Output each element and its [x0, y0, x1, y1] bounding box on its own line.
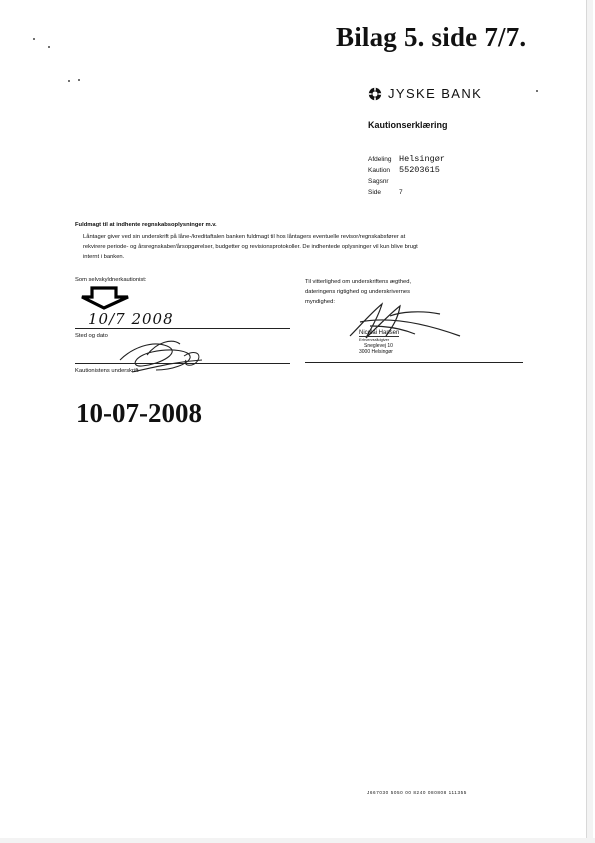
meta-row-kaution [368, 165, 445, 176]
scan-speck [33, 38, 35, 40]
document-title: Kautionserklæring [368, 120, 448, 130]
meta-value: 7 [399, 189, 403, 196]
place-date-label: Sted og dato [75, 333, 108, 339]
jyske-bank-emblem-icon [368, 87, 382, 101]
section-body-line: Låntager giver ved sin underskrift på låne-/kreditaftalen banken fuldmagt til hos låntagers eventuelle revisor/regnskabsfører at [83, 234, 406, 240]
witness-signature-line [305, 362, 523, 363]
section-body-line: rekvirere periode- og årsregnskaber/årsopgørelser, budgetter og revisionsprotokoller. De indhentede oplysninger vil kun blive brugt [83, 244, 418, 250]
meta-label: Sagsnr [368, 178, 389, 185]
scan-speck [68, 80, 70, 82]
handwritten-date: 10/7 2008 [88, 310, 174, 328]
arrow-down-icon [80, 286, 132, 310]
witness-stamp [359, 330, 399, 355]
section-title: Fuldmagt til at indhente regnskabsoplysninger m.v. [75, 222, 217, 228]
scan-speck [78, 79, 80, 81]
guarantor-heading: Som selvskyldnerkautionist: [75, 277, 147, 283]
meta-row-sagsnr [368, 176, 445, 187]
meta-row-side [368, 187, 445, 198]
meta-label: Kaution [368, 167, 391, 174]
section-body [83, 232, 523, 262]
meta-value: 55203615 [399, 165, 440, 175]
meta-label: Afdeling [368, 156, 392, 163]
section-body-line: internt i banken. [83, 254, 125, 260]
page-edge-shadow [586, 0, 593, 843]
witness-address: Sneglevej 10 [364, 343, 393, 349]
meta-row-afdeling [368, 154, 445, 165]
witness-heading-line: dateringens rigtighed og underskrivernes [305, 289, 411, 295]
signature-line [75, 363, 290, 364]
place-date-line [75, 328, 290, 329]
annotation-date: 10-07-2008 [76, 398, 202, 428]
meta-value: Helsingør [399, 154, 445, 164]
scan-speck [536, 90, 538, 92]
footer-form-code: J667030 5050 00 8240 080808 111355 [367, 790, 467, 795]
document-meta [368, 154, 445, 198]
witness-name: Nicolai Hansen [359, 330, 400, 336]
bank-name: JYSKE BANK [388, 86, 483, 101]
page-bottom-shadow [0, 838, 595, 843]
scan-speck [48, 46, 50, 48]
bank-logo [368, 86, 482, 101]
annex-title: Bilag 5. side 7/7. [336, 22, 527, 52]
witness-city: 3000 Helsingør [359, 349, 393, 355]
witness-heading-line: Til vitterlighed om underskriftens ægthed, [305, 279, 412, 285]
witness-heading-line: myndighed: [305, 299, 335, 305]
meta-label: Side [368, 189, 382, 196]
signature-label: Kautionistens underskrift [75, 368, 139, 374]
witness-title: Erhvervsrådgiver [359, 337, 390, 342]
